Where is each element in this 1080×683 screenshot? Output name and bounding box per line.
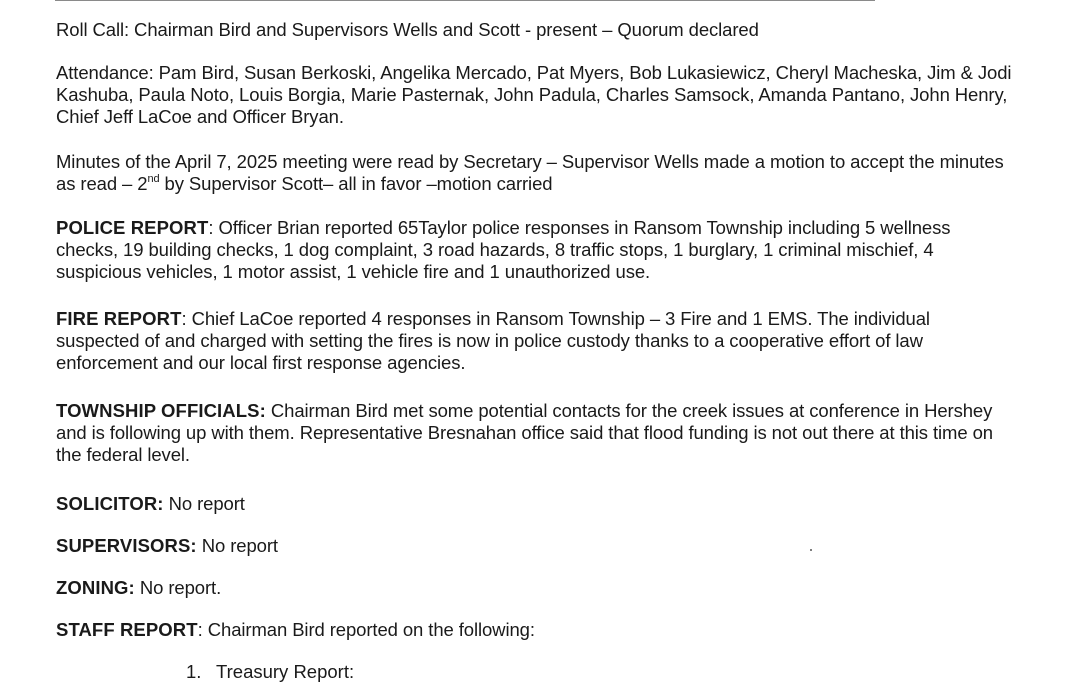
solicitor-heading: SOLICITOR: <box>56 493 164 514</box>
zoning-paragraph <box>56 577 1016 599</box>
list-item-label: Treasury Report: <box>216 661 355 682</box>
supervisors-paragraph <box>56 535 1016 557</box>
zoning-heading: ZONING: <box>56 577 135 598</box>
police-report-text: : Officer Brian reported 65Taylor police responses in Ransom Township including 5 wellness checks, 19 building checks, 1 dog complaint, 3 road hazards, 8 traffic stops, 1 burglary, 1 criminal mischief, 4 suspicious vehicles, 1 motor assist, 1 vehicle fire and 1 unauthorized use. <box>56 217 951 282</box>
attendance-text: Attendance: Pam Bird, Susan Berkoski, Angelika Mercado, Pat Myers, Bob Lukasiewicz, Cheryl Macheska, Jim & Jodi Kashuba, Paula Noto, Louis Borgia, Marie Pasternak, John Padula, Charles Samsock, Amanda Pantano, John Henry, Chief Jeff LaCoe and Officer Bryan. <box>56 62 1012 127</box>
township-officials-heading: TOWNSHIP OFFICIALS: <box>56 400 266 421</box>
staff-report-heading: STAFF REPORT <box>56 619 198 640</box>
minutes-paragraph <box>56 151 1016 195</box>
list-item-number: 1. <box>186 661 202 682</box>
solicitor-text: No report <box>163 493 245 514</box>
fire-report-heading: FIRE REPORT <box>56 308 182 329</box>
ordinal-suffix: nd <box>147 172 160 185</box>
cropped-previous-line <box>55 0 875 4</box>
staff-report-text: : Chairman Bird reported on the following: <box>197 619 535 640</box>
supervisors-heading: SUPERVISORS: <box>56 535 197 556</box>
township-officials-paragraph <box>56 400 1016 466</box>
minutes-text: Minutes of the April 7, 2025 meeting were read by Secretary – Supervisor Wells made a motion to accept the minutes as read – 2 <box>56 151 1004 194</box>
fire-report-paragraph <box>56 308 1016 374</box>
township-officials-text: Chairman Bird met some potential contacts for the creek issues at conference in Hershey and is following up with them. Representative Bresnahan office said that flood funding is not out there at this time on the federal level. <box>56 400 993 465</box>
police-report-paragraph <box>56 217 1016 283</box>
staff-report-paragraph <box>56 619 1016 641</box>
roll-call-paragraph <box>56 19 1016 41</box>
roll-call-text: Roll Call: Chairman Bird and Supervisors Wells and Scott - present – Quorum declared <box>56 19 759 40</box>
fire-report-text: : Chief LaCoe reported 4 responses in Ransom Township – 3 Fire and 1 EMS. The individual suspected of and charged with setting the fires is now in police custody thanks to a cooperative effort of law enforcement and our local first response agencies. <box>56 308 930 373</box>
solicitor-paragraph <box>56 493 1016 515</box>
attendance-paragraph <box>56 62 1016 128</box>
scan-speck <box>810 549 812 551</box>
list-item <box>186 661 354 683</box>
zoning-text: No report. <box>134 577 222 598</box>
supervisors-text: No report <box>196 535 278 556</box>
minutes-text-end: by Supervisor Scott– all in favor –motion carried <box>159 173 553 194</box>
police-report-heading: POLICE REPORT <box>56 217 209 238</box>
